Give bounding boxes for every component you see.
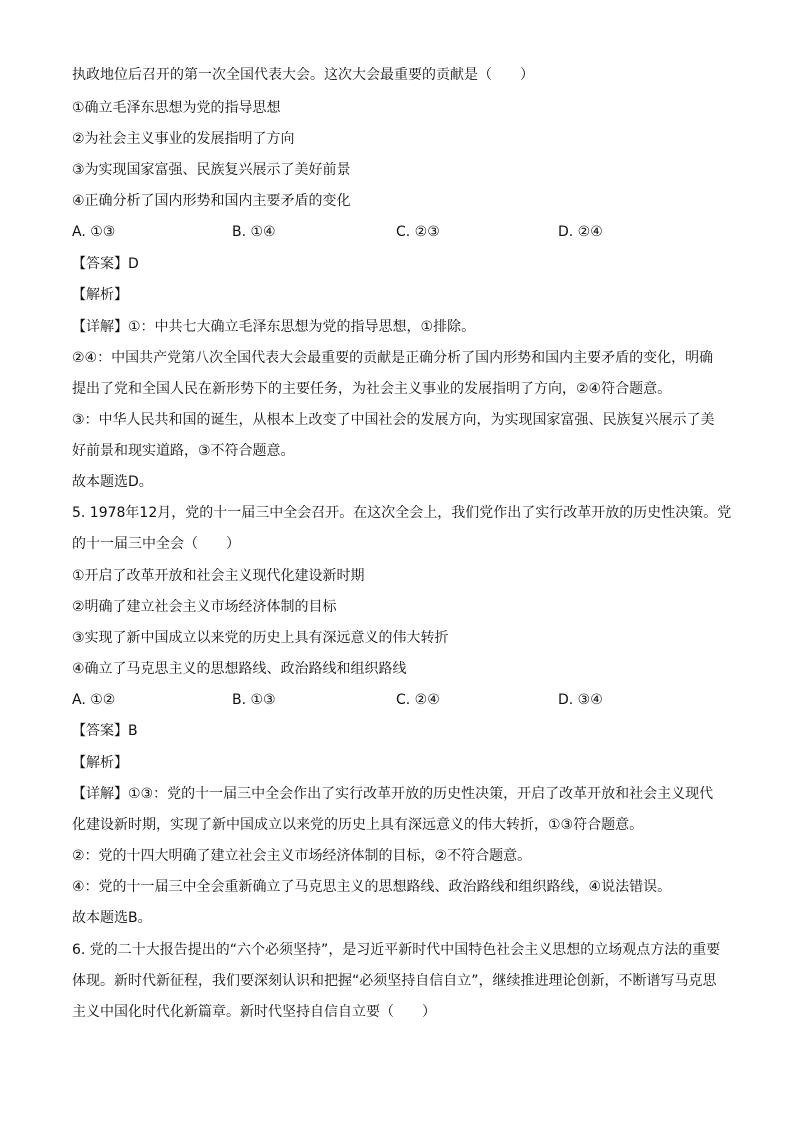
q5-option-a[interactable]: A. ①② xyxy=(72,692,116,708)
q5-stem-1: 5. 1978年12月，党的十一届三中全会召开。在这次全会上，我们党作出了实行改革开放的历史性决策。党 xyxy=(72,505,732,521)
q4-option-a[interactable]: A. ①③ xyxy=(72,224,116,240)
q5-stem-2: 的十一届三中全会（ ） xyxy=(72,536,240,552)
q4-detail-2: ②④：中国共产党第八次全国代表大会最重要的贡献是正确分析了国内形势和国内主要矛盾的变化，明确 xyxy=(72,350,714,366)
q6-stem-3: 主义中国化时代化新篇章。新时代坚持自信自立要（ ） xyxy=(72,1004,436,1020)
q5-options xyxy=(72,691,722,709)
q4-choice-2: ②为社会主义事业的发展指明了方向 xyxy=(72,131,295,147)
q4-answer: 【答案】D xyxy=(72,256,139,272)
q4-option-d[interactable]: D. ②④ xyxy=(558,224,603,240)
q5-answer: 【答案】B xyxy=(72,723,138,739)
q4-choice-1: ①确立毛泽东思想为党的指导思想 xyxy=(72,100,281,116)
q4-stem-tail: 执政地位后召开的第一次全国代表大会。这次大会最重要的贡献是（ ） xyxy=(72,67,534,83)
q5-detail-4: ④：党的十一届三中全会重新确立了马克思主义的思想路线、政治路线和组织路线，④说法错误。 xyxy=(72,879,672,895)
q4-conclusion: 故本题选D。 xyxy=(72,474,153,490)
q4-detail-1: 【详解】①：中共七大确立毛泽东思想为党的指导思想，①排除。 xyxy=(72,319,476,335)
q5-option-b[interactable]: B. ①③ xyxy=(232,692,276,708)
q4-analysis-label: 【解析】 xyxy=(72,287,128,303)
q5-conclusion: 故本题选B。 xyxy=(72,910,152,926)
q5-detail-2: 化建设新时期，实现了新中国成立以来党的历史上具有深远意义的伟大转折，①③符合题意。 xyxy=(72,817,644,833)
q4-choice-3: ③为实现国家富强、民族复兴展示了美好前景 xyxy=(72,162,351,178)
q4-options xyxy=(72,223,722,241)
q5-choice-2: ②明确了建立社会主义市场经济体制的目标 xyxy=(72,599,337,615)
q5-option-d[interactable]: D. ③④ xyxy=(558,692,603,708)
q5-detail-1: 【详解】①③：党的十一届三中全会作出了实行改革开放的历史性决策，开启了改革开放和社会主义现代 xyxy=(72,786,714,802)
q4-option-c[interactable]: C. ②③ xyxy=(396,224,440,240)
q4-detail-5: 好前景和现实道路，③不符合题意。 xyxy=(72,443,295,459)
q5-choice-4: ④确立了马克思主义的思想路线、政治路线和组织路线 xyxy=(72,661,407,677)
q5-analysis-label: 【解析】 xyxy=(72,755,128,771)
q4-detail-3: 提出了党和全国人民在新形势下的主要任务，为社会主义事业的发展指明了方向，②④符合题意。 xyxy=(72,381,672,397)
q5-detail-3: ②：党的十四大明确了建立社会主义市场经济体制的目标，②不符合题意。 xyxy=(72,848,532,864)
q6-stem-1: 6. 党的二十大报告提出的“六个必须坚持”，是习近平新时代中国特色社会主义思想的立场观点方法的重要 xyxy=(72,942,721,958)
q5-option-c[interactable]: C. ②④ xyxy=(396,692,440,708)
q5-choice-3: ③实现了新中国成立以来党的历史上具有深远意义的伟大转折 xyxy=(72,630,449,646)
q4-option-b[interactable]: B. ①④ xyxy=(232,224,276,240)
q4-detail-4: ③：中华人民共和国的诞生，从根本上改变了中国社会的发展方向，为实现国家富强、民族复兴展示了美 xyxy=(72,412,715,428)
q5-choice-1: ①开启了改革开放和社会主义现代化建设新时期 xyxy=(72,568,365,584)
q4-choice-4: ④正确分析了国内形势和国内主要矛盾的变化 xyxy=(72,193,351,209)
q6-stem-2: 体现。新时代新征程，我们要深刻认识和把握“必须坚持自信自立”，继续推进理论创新，不断谱写马克思 xyxy=(72,973,717,989)
